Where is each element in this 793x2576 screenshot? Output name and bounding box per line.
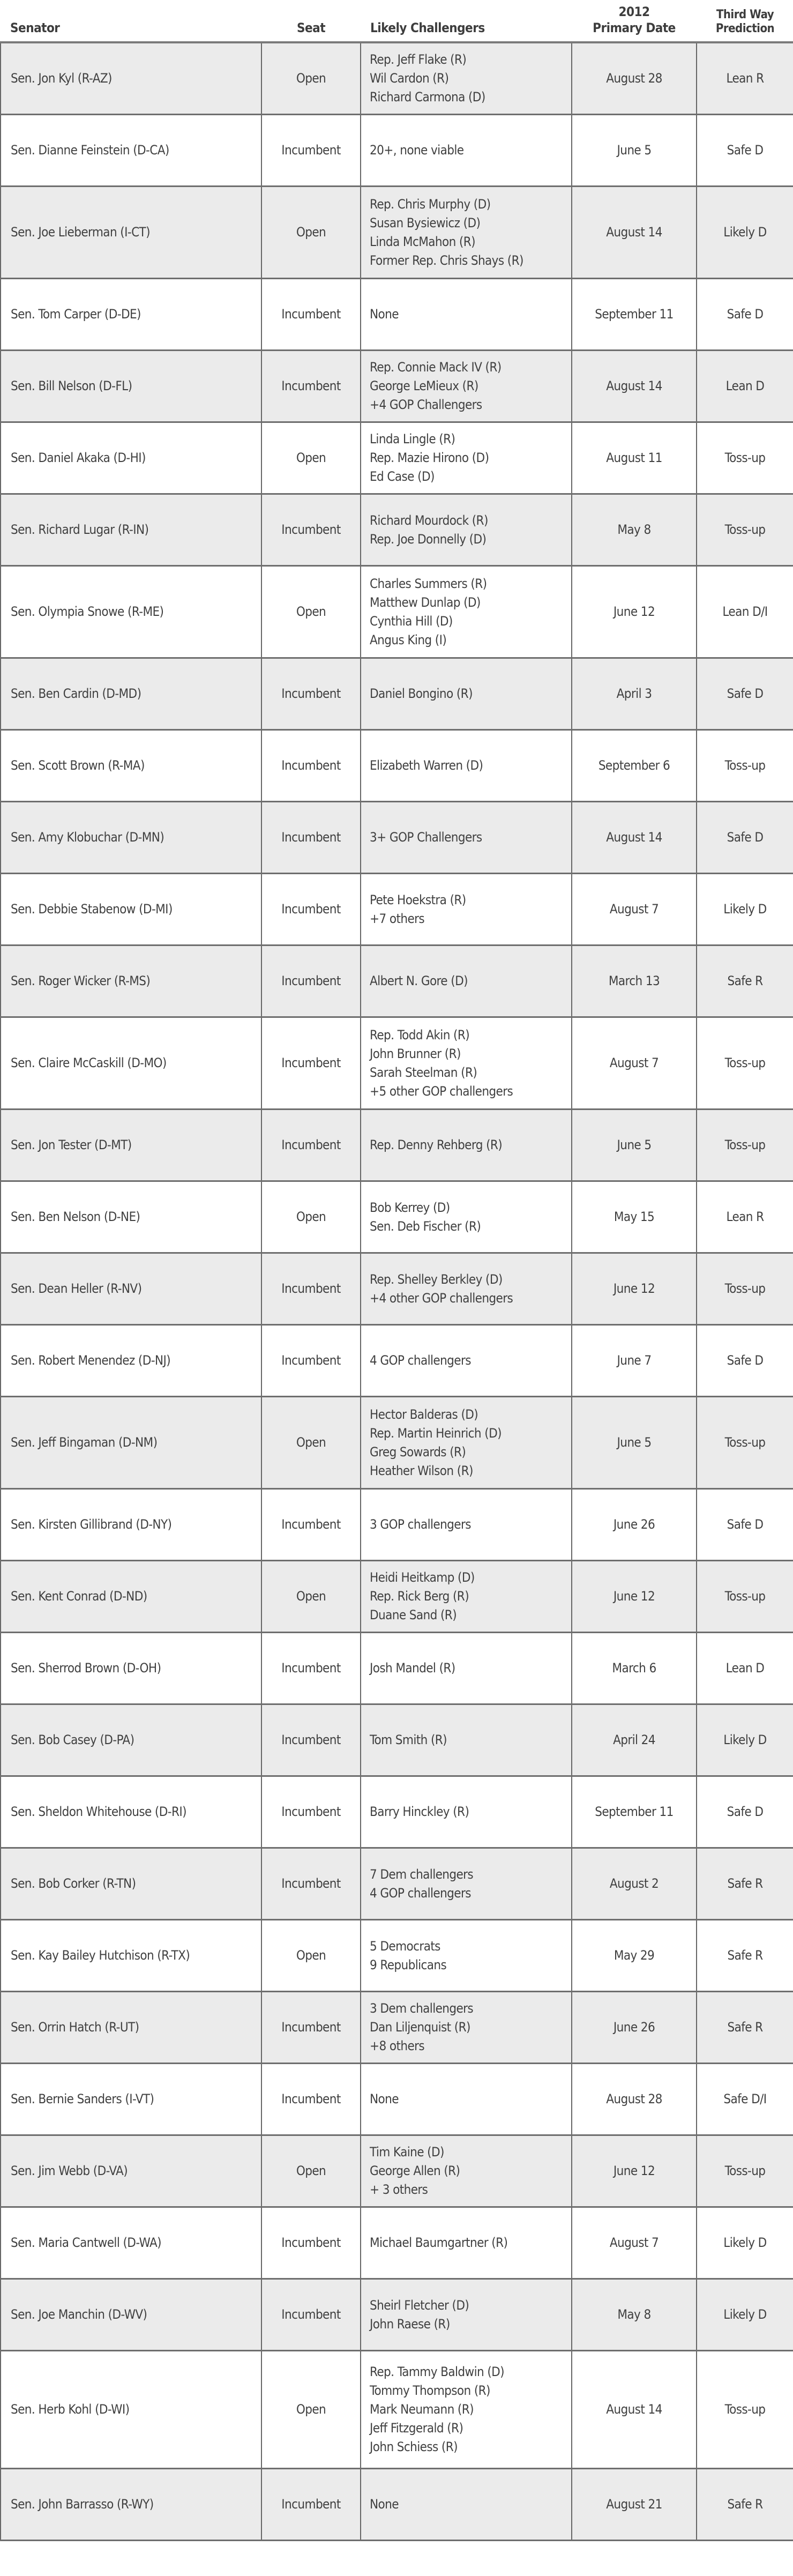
prediction-cell: Safe R [697,2469,793,2541]
senator-cell: Sen. Maria Cantwell (D-WA) [1,2207,261,2279]
challengers-cell [361,187,572,279]
header-primary-date [572,0,697,42]
senator-cell: Sen. Bernie Sanders (I-VT) [1,2064,261,2135]
senator-cell: Sen. Amy Klobuchar (D-MN) [1,802,261,874]
primary-date-cell: June 12 [572,2135,697,2207]
prediction-cell: Safe D [697,1489,793,1561]
prediction-cell: Safe D [697,1776,793,1848]
challenger-name: +5 other GOP challengers [370,1083,513,1099]
challenger-name: +4 GOP Challengers [370,397,482,412]
seat-cell: Incumbent [261,658,361,730]
seat-cell: Incumbent [261,1848,361,1920]
challengers-cell [361,802,572,874]
challenger-name: +8 others [370,2038,425,2053]
challenger-name: John Raese (R) [370,2316,450,2332]
challengers-cell [361,2279,572,2351]
senator-cell: Sen. Daniel Akaka (D-HI) [1,422,261,494]
table-row [1,42,793,115]
seat-cell: Open [261,2351,361,2469]
table-row [1,2351,793,2469]
prediction-cell: Toss-up [697,2351,793,2469]
challenger-name: Linda McMahon (R) [370,234,475,249]
header-challengers: Likely Challengers [370,20,485,35]
prediction-cell: Safe R [697,1992,793,2064]
challengers-cell [361,1181,572,1253]
table-row [1,730,793,802]
seat-cell: Incumbent [261,2469,361,2541]
table-body [1,42,793,2541]
senator-cell: Sen. John Barrasso (R-WY) [1,2469,261,2541]
primary-date-cell: August 14 [572,187,697,279]
seat-cell: Incumbent [261,802,361,874]
prediction-cell: Safe D [697,802,793,874]
prediction-cell: Safe D [697,658,793,730]
prediction-cell: Lean R [697,1181,793,1253]
senator-cell: Sen. Jon Kyl (R-AZ) [1,42,261,115]
table-row [1,187,793,279]
challenger-name: Tom Smith (R) [370,1732,447,1747]
header-seat: Seat [296,20,326,35]
challenger-name: +7 others [370,911,425,926]
primary-date-cell: August 7 [572,874,697,945]
senator-cell: Sen. Jon Tester (D-MT) [1,1110,261,1181]
senator-cell: Sen. Herb Kohl (D-WI) [1,2351,261,2469]
prediction-cell: Likely D [697,874,793,945]
prediction-cell: Toss-up [697,1017,793,1110]
senator-cell: Sen. Olympia Snowe (R-ME) [1,566,261,658]
challenger-name: Angus King (I) [370,632,447,647]
challenger-name: Duane Sand (R) [370,1607,457,1622]
table-row [1,1397,793,1489]
challenger-name: Josh Mandel (R) [370,1661,455,1676]
challenger-name: 5 Democrats [370,1938,440,1954]
challenger-name: Rep. Denny Rehberg (R) [370,1137,503,1152]
prediction-cell: Safe D [697,1325,793,1397]
prediction-cell: Toss-up [697,494,793,566]
senator-cell: Sen. Dean Heller (R-NV) [1,1253,261,1325]
table-row [1,494,793,566]
challengers-cell [361,874,572,945]
seat-cell: Open [261,566,361,658]
seat-cell: Incumbent [261,2207,361,2279]
senator-cell: Sen. Sheldon Whitehouse (D-RI) [1,1776,261,1848]
primary-date-cell: September 6 [572,730,697,802]
challenger-name: Charles Summers (R) [370,576,487,591]
senator-cell: Sen. Joe Lieberman (I-CT) [1,187,261,279]
challengers-cell [361,1110,572,1181]
senator-cell: Sen. Bob Corker (R-TN) [1,1848,261,1920]
table-row [1,2207,793,2279]
senator-cell: Sen. Dianne Feinstein (D-CA) [1,115,261,187]
primary-date-cell: August 14 [572,351,697,422]
challengers-cell [361,730,572,802]
prediction-cell: Toss-up [697,1561,793,1633]
seat-cell: Open [261,1181,361,1253]
primary-date-cell: June 12 [572,1253,697,1325]
header-prediction-source: Third Way [716,8,774,21]
senator-cell: Sen. Ben Cardin (D-MD) [1,658,261,730]
challenger-name: Heather Wilson (R) [370,1463,473,1478]
header-prediction-label: Prediction [715,22,775,35]
challenger-name: George Allen (R) [370,2163,460,2178]
challenger-name: + 3 others [370,2182,428,2197]
challenger-name: Jeff Fitzgerald (R) [370,2421,463,2436]
prediction-cell: Likely D [697,1704,793,1776]
challengers-cell [361,1633,572,1704]
primary-date-cell: June 26 [572,1489,697,1561]
primary-date-cell: June 5 [572,1110,697,1181]
senator-cell: Sen. Bob Casey (D-PA) [1,1704,261,1776]
table-row [1,1325,793,1397]
challengers-cell [361,279,572,351]
challenger-name: Susan Bysiewicz (D) [370,215,481,230]
prediction-cell: Toss-up [697,1110,793,1181]
seat-cell: Open [261,187,361,279]
table-row [1,1181,793,1253]
seat-cell: Incumbent [261,494,361,566]
senator-cell: Sen. Kay Bailey Hutchison (R-TX) [1,1920,261,1992]
header-primary-date-label: Primary Date [593,20,676,35]
senator-cell: Sen. Kirsten Gillibrand (D-NY) [1,1489,261,1561]
challenger-name: Michael Baumgartner (R) [370,2235,508,2250]
challenger-name: Rep. Joe Donnelly (D) [370,531,487,547]
challenger-name: Sheirl Fletcher (D) [370,2297,469,2313]
senator-cell: Sen. Robert Menendez (D-NJ) [1,1325,261,1397]
table-row [1,945,793,1017]
challengers-cell [361,115,572,187]
seat-cell: Incumbent [261,1253,361,1325]
primary-date-cell: April 3 [572,658,697,730]
senator-cell: Sen. Jeff Bingaman (D-NM) [1,1397,261,1489]
challenger-name: None [370,307,399,322]
challenger-name: Greg Sowards (R) [370,1444,466,1460]
challengers-cell [361,351,572,422]
primary-date-cell: August 28 [572,42,697,115]
challengers-cell [361,1017,572,1110]
header-row [1,0,793,42]
seat-cell: Incumbent [261,1633,361,1704]
challengers-cell [361,422,572,494]
primary-date-cell: September 11 [572,1776,697,1848]
challenger-name: Cynthia Hill (D) [370,613,453,629]
prediction-cell: Likely D [697,187,793,279]
prediction-cell: Toss-up [697,1253,793,1325]
table-row [1,279,793,351]
seat-cell: Open [261,1920,361,1992]
challenger-name: 9 Republicans [370,1957,447,1972]
challengers-cell [361,1253,572,1325]
challengers-cell [361,2469,572,2541]
challenger-name: 20+, none viable [370,143,464,158]
prediction-cell: Safe D [697,115,793,187]
table-row [1,658,793,730]
challengers-cell [361,945,572,1017]
prediction-cell: Likely D [697,2279,793,2351]
challengers-cell [361,2135,572,2207]
senator-cell: Sen. Debbie Stabenow (D-MI) [1,874,261,945]
challenger-name: Rep. Chris Murphy (D) [370,196,491,212]
challenger-name: 3 GOP challengers [370,1517,471,1532]
primary-date-cell: May 8 [572,2279,697,2351]
table-row [1,1704,793,1776]
challenger-name: Tim Kaine (D) [370,2145,444,2160]
seat-cell: Incumbent [261,1704,361,1776]
challengers-cell [361,658,572,730]
senator-cell: Sen. Orrin Hatch (R-UT) [1,1992,261,2064]
challenger-name: Rep. Tammy Baldwin (D) [370,2364,505,2379]
primary-date-cell: August 2 [572,1848,697,1920]
table-row [1,422,793,494]
prediction-cell: Lean D/I [697,566,793,658]
table-row [1,1633,793,1704]
table-row [1,115,793,187]
challenger-name: Sen. Deb Fischer (R) [370,1218,481,1234]
challenger-name: John Schiess (R) [370,2439,458,2454]
primary-date-cell: April 24 [572,1704,697,1776]
primary-date-cell: June 12 [572,566,697,658]
challenger-name: Rep. Rick Berg (R) [370,1589,469,1604]
challenger-name: 3 Dem challengers [370,2001,474,2016]
challenger-name: 4 GOP challengers [370,1885,471,1901]
table-row [1,1253,793,1325]
primary-date-cell: August 14 [572,2351,697,2469]
challenger-name: +4 other GOP challengers [370,1290,513,1306]
primary-date-cell: March 6 [572,1633,697,1704]
challengers-cell [361,1920,572,1992]
challenger-name: Richard Carmona (D) [370,90,485,105]
seat-cell: Incumbent [261,874,361,945]
table-row [1,1848,793,1920]
seat-cell: Incumbent [261,1992,361,2064]
seat-cell: Incumbent [261,115,361,187]
challenger-name: Sarah Steelman (R) [370,1064,477,1080]
challenger-name: Linda Lingle (R) [370,431,455,446]
challenger-name: Rep. Mazie Hirono (D) [370,450,489,465]
primary-date-cell: June 5 [572,1397,697,1489]
primary-date-cell: May 8 [572,494,697,566]
primary-date-cell: August 28 [572,2064,697,2135]
seat-cell: Incumbent [261,1489,361,1561]
challenger-name: Albert N. Gore (D) [370,973,468,988]
seat-cell: Incumbent [261,2064,361,2135]
challenger-name: Dan Liljenquist (R) [370,2020,470,2035]
senator-cell: Sen. Ben Nelson (D-NE) [1,1181,261,1253]
prediction-cell: Safe D [697,279,793,351]
seat-cell: Open [261,42,361,115]
header-senator: Senator [10,20,60,35]
challenger-name: Elizabeth Warren (D) [370,758,483,773]
challenger-name: Barry Hinckley (R) [370,1804,469,1819]
challengers-cell [361,2064,572,2135]
seat-cell: Incumbent [261,945,361,1017]
table-row [1,1776,793,1848]
primary-date-cell: June 5 [572,115,697,187]
challenger-name: Heidi Heitkamp (D) [370,1570,475,1585]
primary-date-cell: May 29 [572,1920,697,1992]
challenger-name: Hector Balderas (D) [370,1406,478,1422]
table-row [1,1489,793,1561]
primary-date-cell: August 7 [572,2207,697,2279]
challenger-name: Matthew Dunlap (D) [370,594,481,610]
challenger-name: Rep. Connie Mack IV (R) [370,360,502,375]
senator-cell: Sen. Richard Lugar (R-IN) [1,494,261,566]
header-primary-date-year: 2012 [618,4,650,19]
challengers-cell [361,1561,572,1633]
challengers-cell [361,2207,572,2279]
senator-cell: Sen. Kent Conrad (D-ND) [1,1561,261,1633]
table-row [1,874,793,945]
primary-date-cell: August 21 [572,2469,697,2541]
table-row [1,1017,793,1110]
table-row [1,351,793,422]
challengers-cell [361,1489,572,1561]
seat-cell: Incumbent [261,1110,361,1181]
challengers-cell [361,1704,572,1776]
challenger-name: Former Rep. Chris Shays (R) [370,252,523,268]
challenger-name: John Brunner (R) [370,1046,461,1061]
prediction-cell: Lean D [697,351,793,422]
senator-cell: Sen. Claire McCaskill (D-MO) [1,1017,261,1110]
seat-cell: Incumbent [261,730,361,802]
table-row [1,1920,793,1992]
header-prediction [697,0,793,42]
senator-cell: Sen. Bill Nelson (D-FL) [1,351,261,422]
seat-cell: Incumbent [261,2279,361,2351]
table-row [1,2135,793,2207]
table-row [1,2279,793,2351]
challengers-cell [361,494,572,566]
seat-cell: Incumbent [261,1776,361,1848]
challenger-name: 4 GOP challengers [370,1353,471,1368]
senator-cell: Sen. Scott Brown (R-MA) [1,730,261,802]
challenger-name: Richard Mourdock (R) [370,512,488,528]
table-row [1,1561,793,1633]
prediction-cell: Toss-up [697,2135,793,2207]
table-header [1,0,793,42]
prediction-cell: Safe D/I [697,2064,793,2135]
challengers-cell [361,566,572,658]
seat-cell: Incumbent [261,351,361,422]
prediction-cell: Toss-up [697,730,793,802]
primary-date-cell: August 11 [572,422,697,494]
challenger-name: George LeMieux (R) [370,378,478,393]
senator-cell: Sen. Roger Wicker (R-MS) [1,945,261,1017]
challenger-name: Tommy Thompson (R) [370,2383,490,2398]
senator-cell: Sen. Joe Manchin (D-WV) [1,2279,261,2351]
table-row [1,566,793,658]
challenger-name: 3+ GOP Challengers [370,830,482,845]
challengers-cell [361,1848,572,1920]
primary-date-cell: June 7 [572,1325,697,1397]
seat-cell: Incumbent [261,1325,361,1397]
prediction-cell: Safe R [697,1920,793,1992]
challengers-cell [361,42,572,115]
challenger-name: Ed Case (D) [370,469,435,484]
challengers-cell [361,1325,572,1397]
challengers-cell [361,1397,572,1489]
challengers-cell [361,2351,572,2469]
prediction-cell: Lean R [697,42,793,115]
prediction-cell: Toss-up [697,1397,793,1489]
senator-cell: Sen. Tom Carper (D-DE) [1,279,261,351]
primary-date-cell: June 26 [572,1992,697,2064]
challengers-cell [361,1992,572,2064]
seat-cell: Open [261,1397,361,1489]
challenger-name: Rep. Martin Heinrich (D) [370,1425,502,1441]
primary-date-cell: August 14 [572,802,697,874]
challenger-name: 7 Dem challengers [370,1866,474,1882]
prediction-cell: Likely D [697,2207,793,2279]
prediction-cell: Toss-up [697,422,793,494]
prediction-cell: Safe R [697,1848,793,1920]
primary-date-cell: August 7 [572,1017,697,1110]
prediction-cell: Lean D [697,1633,793,1704]
challenger-name: Mark Neumann (R) [370,2402,474,2417]
primary-date-cell: March 13 [572,945,697,1017]
primary-date-cell: September 11 [572,279,697,351]
primary-date-cell: June 12 [572,1561,697,1633]
table-row [1,802,793,874]
challenger-name: Bob Kerrey (D) [370,1200,450,1215]
table-row [1,2469,793,2541]
table-row [1,1110,793,1181]
challenger-name: Wil Cardon (R) [370,71,449,86]
seat-cell: Open [261,422,361,494]
senator-cell: Sen. Jim Webb (D-VA) [1,2135,261,2207]
challenger-name: Pete Hoekstra (R) [370,892,466,907]
seat-cell: Open [261,1561,361,1633]
challenger-name: Rep. Shelley Berkley (D) [370,1271,503,1287]
challenger-name: None [370,2497,399,2512]
primary-date-cell: May 15 [572,1181,697,1253]
seat-cell: Incumbent [261,279,361,351]
seat-cell: Open [261,2135,361,2207]
challenger-name: Rep. Todd Akin (R) [370,1027,470,1043]
table-row [1,1992,793,2064]
challenger-name: Daniel Bongino (R) [370,686,473,701]
seat-cell: Incumbent [261,1017,361,1110]
challenger-name: None [370,2091,399,2106]
senator-cell: Sen. Sherrod Brown (D-OH) [1,1633,261,1704]
challengers-cell [361,1776,572,1848]
challenger-name: Rep. Jeff Flake (R) [370,52,467,67]
table-row [1,2064,793,2135]
prediction-cell: Safe R [697,945,793,1017]
